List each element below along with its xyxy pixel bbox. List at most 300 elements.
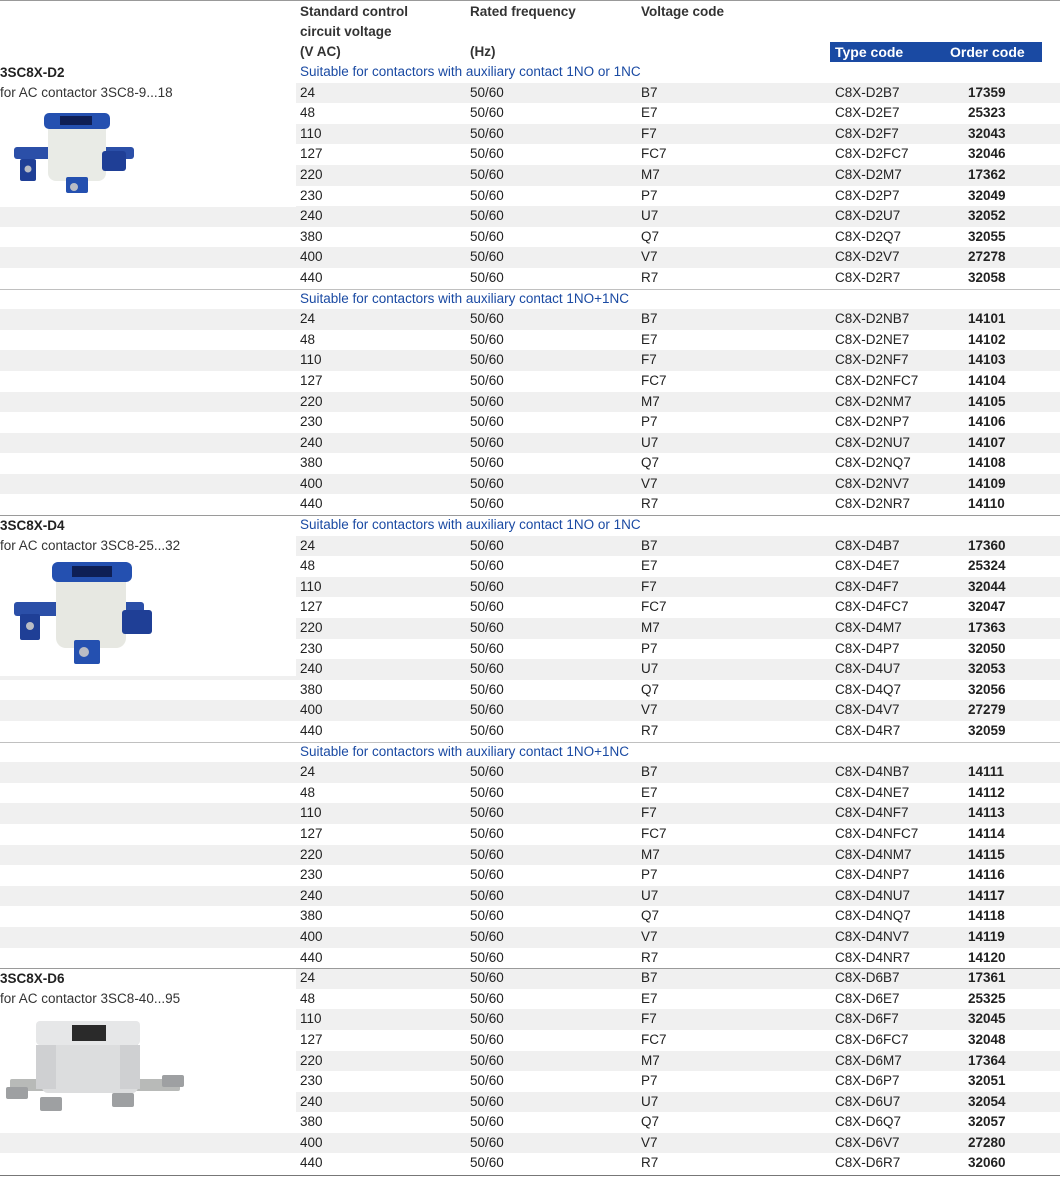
order-code-cell: 32051 (968, 1073, 1006, 1089)
frequency-cell: 50/60 (470, 414, 504, 430)
table-row (0, 700, 1060, 721)
voltage-code-cell: U7 (641, 661, 659, 677)
order-code-cell: 32054 (968, 1093, 1006, 1109)
table-row (0, 309, 1060, 330)
frequency-cell: 50/60 (470, 681, 504, 697)
order-code-cell: 14104 (968, 372, 1006, 388)
frequency-cell: 50/60 (470, 208, 504, 224)
type-code-cell: C8X-D4NU7 (835, 887, 911, 903)
voltage-cell: 24 (300, 764, 316, 780)
voltage-code-cell: U7 (641, 208, 659, 224)
group-title-row (0, 742, 1060, 763)
type-code-cell: C8X-D6E7 (835, 990, 900, 1006)
voltage-cell: 400 (300, 928, 323, 944)
top-rule (0, 0, 1060, 1)
product-description: for AC contactor 3SC8-40...95 (0, 991, 181, 1007)
frequency-cell: 50/60 (470, 558, 504, 574)
voltage-cell: 240 (300, 434, 323, 450)
frequency-cell: 50/60 (470, 805, 504, 821)
group-title-row (0, 289, 1060, 310)
voltage-cell: 24 (300, 311, 316, 327)
table-row (0, 412, 1060, 433)
table-row (0, 783, 1060, 804)
type-code-cell: C8X-D4F7 (835, 578, 899, 594)
order-code-cell: 32053 (968, 661, 1006, 677)
voltage-code-cell: F7 (641, 1011, 657, 1027)
voltage-cell: 220 (300, 846, 323, 862)
type-code-cell: C8X-D4P7 (835, 640, 900, 656)
table-row (0, 865, 1060, 886)
voltage-cell: 230 (300, 1073, 323, 1089)
voltage-cell: 380 (300, 908, 323, 924)
coil-image (6, 107, 146, 207)
type-code-cell: C8X-D2E7 (835, 105, 900, 121)
frequency-cell: 50/60 (470, 578, 504, 594)
type-code-cell: C8X-D6P7 (835, 1073, 900, 1089)
product-image (0, 1013, 296, 1133)
frequency-cell: 50/60 (470, 1011, 504, 1027)
table-row (0, 268, 1060, 289)
frequency-cell: 50/60 (470, 1155, 504, 1171)
voltage-code-cell: FC7 (641, 825, 667, 841)
table-row (0, 886, 1060, 907)
frequency-cell: 50/60 (470, 764, 504, 780)
type-code-cell: C8X-D4U7 (835, 661, 901, 677)
table-row (0, 721, 1060, 742)
header-order-code: Order code (950, 44, 1025, 60)
voltage-cell: 127 (300, 825, 323, 841)
voltage-cell: 110 (300, 578, 322, 594)
header-codes-bar (830, 42, 1042, 62)
type-code-cell: C8X-D2V7 (835, 249, 900, 265)
header-frequency-line-3: (Hz) (470, 44, 496, 59)
type-code-cell: C8X-D6M7 (835, 1052, 902, 1068)
voltage-code-cell: R7 (641, 1155, 659, 1171)
voltage-cell: 127 (300, 599, 323, 615)
voltage-code-cell: B7 (641, 311, 658, 327)
type-code-cell: C8X-D2NP7 (835, 414, 910, 430)
voltage-code-cell: P7 (641, 867, 658, 883)
frequency-cell: 50/60 (470, 887, 504, 903)
order-code-cell: 32047 (968, 599, 1006, 615)
table-row (0, 350, 1060, 371)
frequency-cell: 50/60 (470, 990, 504, 1006)
voltage-cell: 24 (300, 537, 316, 553)
voltage-cell: 400 (300, 475, 323, 491)
frequency-cell: 50/60 (470, 475, 504, 491)
frequency-cell: 50/60 (470, 331, 504, 347)
frequency-cell: 50/60 (470, 311, 504, 327)
voltage-cell: 400 (300, 702, 323, 718)
header-voltage-code (641, 2, 724, 22)
table-row (0, 494, 1060, 515)
frequency-cell: 50/60 (470, 1134, 504, 1150)
order-code-cell: 32052 (968, 208, 1006, 224)
frequency-cell: 50/60 (470, 105, 504, 121)
voltage-cell: 440 (300, 496, 323, 512)
voltage-code-cell: Q7 (641, 908, 660, 924)
voltage-code-cell: F7 (641, 352, 657, 368)
order-code-cell: 32045 (968, 1011, 1006, 1027)
voltage-cell: 440 (300, 723, 323, 738)
order-code-cell: 27279 (968, 702, 1006, 718)
frequency-cell: 50/60 (470, 640, 504, 656)
voltage-cell: 400 (300, 249, 323, 265)
voltage-cell: 380 (300, 681, 323, 697)
header-type-code: Type code (835, 44, 904, 60)
type-code-cell: C8X-D4V7 (835, 702, 900, 718)
frequency-cell: 50/60 (470, 970, 504, 986)
header-frequency-line-1: Rated frequency (470, 4, 576, 19)
voltage-code-cell: M7 (641, 393, 660, 409)
voltage-code-cell: FC7 (641, 146, 667, 162)
table-row (0, 227, 1060, 248)
voltage-cell: 240 (300, 887, 323, 903)
voltage-cell: 48 (300, 990, 316, 1006)
product-image (8, 556, 296, 676)
voltage-cell: 127 (300, 146, 323, 162)
voltage-cell: 48 (300, 558, 316, 574)
order-code-cell: 32056 (968, 681, 1006, 697)
type-code-cell: C8X-D2R7 (835, 269, 901, 285)
voltage-code-cell: U7 (641, 1093, 659, 1109)
group-title: Suitable for contactors with auxiliary contact 1NO or 1NC (300, 517, 641, 533)
type-code-cell: C8X-D6FC7 (835, 1031, 909, 1047)
header-voltage (300, 2, 408, 62)
voltage-cell: 230 (300, 640, 323, 656)
order-code-cell: 32044 (968, 578, 1006, 594)
type-code-cell: C8X-D4M7 (835, 620, 902, 636)
voltage-code-cell: M7 (641, 620, 660, 636)
voltage-code-cell: F7 (641, 805, 657, 821)
table-row (0, 845, 1060, 866)
voltage-cell: 400 (300, 1134, 323, 1150)
table-row (0, 927, 1060, 948)
table-row (0, 247, 1060, 268)
type-code-cell: C8X-D4NR7 (835, 949, 911, 965)
voltage-code-cell: M7 (641, 1052, 660, 1068)
header-frequency-line-2 (470, 22, 576, 42)
order-code-cell: 17361 (968, 970, 1006, 986)
voltage-code-cell: R7 (641, 496, 659, 512)
frequency-cell: 50/60 (470, 784, 504, 800)
type-code-cell: C8X-D2Q7 (835, 228, 902, 244)
voltage-cell: 240 (300, 661, 323, 677)
voltage-cell: 220 (300, 620, 323, 636)
type-code-cell: C8X-D4FC7 (835, 599, 909, 615)
order-code-cell: 27280 (968, 1134, 1006, 1150)
frequency-cell: 50/60 (470, 1073, 504, 1089)
table-row (0, 948, 1060, 969)
order-code-cell: 14118 (968, 908, 1005, 924)
voltage-code-cell: P7 (641, 414, 658, 430)
frequency-cell: 50/60 (470, 249, 504, 265)
order-code-cell: 14102 (968, 331, 1006, 347)
frequency-cell: 50/60 (470, 537, 504, 553)
type-code-cell: C8X-D6B7 (835, 970, 900, 986)
voltage-cell: 230 (300, 867, 323, 883)
type-code-cell: C8X-D4NF7 (835, 805, 909, 821)
product-block (0, 516, 296, 676)
table-row (0, 762, 1060, 783)
order-code-cell: 32049 (968, 187, 1006, 203)
product-description: for AC contactor 3SC8-25...32 (0, 538, 181, 554)
order-code-cell: 14117 (968, 887, 1005, 903)
voltage-code-cell: Q7 (641, 228, 660, 244)
voltage-cell: 110 (300, 125, 322, 141)
order-code-cell: 32050 (968, 640, 1006, 656)
voltage-code-cell: M7 (641, 846, 660, 862)
voltage-code-cell: U7 (641, 887, 659, 903)
voltage-cell: 220 (300, 1052, 323, 1068)
product-block (0, 969, 296, 1133)
voltage-code-cell: B7 (641, 970, 658, 986)
voltage-cell: 110 (300, 805, 322, 821)
voltage-cell: 380 (300, 455, 323, 471)
frequency-cell: 50/60 (470, 620, 504, 636)
product-name: 3SC8X-D2 (0, 65, 65, 80)
type-code-cell: C8X-D6V7 (835, 1134, 900, 1150)
order-code-cell: 14108 (968, 455, 1006, 471)
frequency-cell: 50/60 (470, 496, 504, 512)
voltage-cell: 127 (300, 372, 323, 388)
order-code-cell: 17363 (968, 620, 1006, 636)
voltage-cell: 440 (300, 949, 323, 965)
type-code-cell: C8X-D2P7 (835, 187, 900, 203)
frequency-cell: 50/60 (470, 84, 504, 100)
type-code-cell: C8X-D4E7 (835, 558, 900, 574)
table-row (0, 1133, 1060, 1154)
type-code-cell: C8X-D4NFC7 (835, 825, 919, 841)
voltage-code-cell: E7 (641, 784, 658, 800)
frequency-cell: 50/60 (470, 702, 504, 718)
voltage-cell: 127 (300, 1031, 323, 1047)
voltage-code-cell: FC7 (641, 1031, 667, 1047)
voltage-cell: 24 (300, 970, 316, 986)
type-code-cell: C8X-D2NU7 (835, 434, 911, 450)
frequency-cell: 50/60 (470, 146, 504, 162)
type-code-cell: C8X-D2NV7 (835, 475, 910, 491)
order-code-cell: 14101 (968, 311, 1006, 327)
voltage-code-cell: V7 (641, 249, 658, 265)
voltage-cell: 220 (300, 393, 323, 409)
header-voltage-code-line: Voltage code (641, 4, 725, 19)
order-code-cell: 32057 (968, 1114, 1006, 1130)
order-code-cell: 17359 (968, 84, 1006, 100)
table-row (0, 433, 1060, 454)
product-image (6, 107, 296, 207)
voltage-code-cell: F7 (641, 125, 657, 141)
type-code-cell: C8X-D4NM7 (835, 846, 912, 862)
table-row (0, 1153, 1060, 1174)
order-code-cell: 32058 (968, 269, 1006, 285)
voltage-cell: 240 (300, 1093, 323, 1109)
type-code-cell: C8X-D2FC7 (835, 146, 909, 162)
frequency-cell: 50/60 (470, 908, 504, 924)
frequency-cell: 50/60 (470, 166, 504, 182)
order-code-cell: 14105 (968, 393, 1006, 409)
type-code-cell: C8X-D6Q7 (835, 1114, 902, 1130)
frequency-cell: 50/60 (470, 187, 504, 203)
type-code-cell: C8X-D2NQ7 (835, 455, 911, 471)
type-code-cell: C8X-D6U7 (835, 1093, 901, 1109)
type-code-cell: C8X-D4NE7 (835, 784, 910, 800)
type-code-cell: C8X-D2NF7 (835, 352, 909, 368)
header-voltage-line-3: (V AC) (300, 44, 341, 59)
voltage-code-cell: FC7 (641, 599, 667, 615)
order-code-cell: 32059 (968, 723, 1006, 738)
voltage-cell: 380 (300, 1114, 323, 1130)
header-voltage-line-2: circuit voltage (300, 24, 392, 39)
table-row (0, 474, 1060, 495)
voltage-cell: 440 (300, 1155, 323, 1171)
voltage-cell: 24 (300, 84, 316, 100)
frequency-cell: 50/60 (470, 434, 504, 450)
order-code-cell: 14103 (968, 352, 1006, 368)
order-code-cell: 14106 (968, 414, 1006, 430)
voltage-code-cell: M7 (641, 166, 660, 182)
product-description: for AC contactor 3SC8-9...18 (0, 85, 173, 100)
voltage-code-cell: P7 (641, 187, 658, 203)
type-code-cell: C8X-D4Q7 (835, 681, 902, 697)
voltage-code-cell: U7 (641, 434, 659, 450)
table-row (0, 803, 1060, 824)
voltage-code-cell: R7 (641, 949, 659, 965)
voltage-code-cell: R7 (641, 269, 659, 285)
type-code-cell: C8X-D4R7 (835, 723, 901, 738)
voltage-code-cell: E7 (641, 558, 658, 574)
table-row (0, 371, 1060, 392)
type-code-cell: C8X-D4NQ7 (835, 908, 911, 924)
voltage-code-cell: E7 (641, 105, 658, 121)
type-code-cell: C8X-D2M7 (835, 166, 902, 182)
frequency-cell: 50/60 (470, 352, 504, 368)
frequency-cell: 50/60 (470, 825, 504, 841)
voltage-code-cell: V7 (641, 1134, 658, 1150)
order-code-cell: 32060 (968, 1155, 1006, 1171)
voltage-code-cell: B7 (641, 764, 658, 780)
frequency-cell: 50/60 (470, 455, 504, 471)
type-code-cell: C8X-D6R7 (835, 1155, 901, 1171)
group-title: Suitable for contactors with auxiliary contact 1NO+1NC (300, 743, 630, 759)
table-row (0, 206, 1060, 227)
frequency-cell: 50/60 (470, 269, 504, 285)
frequency-cell: 50/60 (470, 1052, 504, 1068)
coil-image (8, 556, 168, 676)
order-code-cell: 17364 (968, 1052, 1006, 1068)
frequency-cell: 50/60 (470, 1093, 504, 1109)
table-row (0, 906, 1060, 927)
header-voltage-line-1: Standard control (300, 4, 409, 19)
order-code-cell: 14109 (968, 475, 1006, 491)
table-row (0, 330, 1060, 351)
order-code-cell: 14119 (968, 928, 1005, 944)
type-code-cell: C8X-D2F7 (835, 125, 899, 141)
bottom-rule (0, 1175, 1060, 1176)
order-code-cell: 32043 (968, 125, 1006, 141)
frequency-cell: 50/60 (470, 393, 504, 409)
voltage-cell: 240 (300, 208, 323, 224)
order-code-cell: 14111 (968, 764, 1005, 780)
product-name: 3SC8X-D6 (0, 971, 65, 987)
type-code-cell: C8X-D4NV7 (835, 928, 910, 944)
order-code-cell: 14120 (968, 949, 1006, 965)
order-code-cell: 14114 (968, 825, 1005, 841)
product-block (0, 63, 296, 207)
type-code-cell: C8X-D6F7 (835, 1011, 899, 1027)
frequency-cell: 50/60 (470, 867, 504, 883)
table-row (0, 824, 1060, 845)
type-code-cell: C8X-D2NB7 (835, 311, 910, 327)
voltage-code-cell: FC7 (641, 372, 667, 388)
header-frequency (470, 2, 576, 62)
group-title: Suitable for contactors with auxiliary contact 1NO+1NC (300, 290, 630, 306)
order-code-cell: 32048 (968, 1031, 1006, 1047)
voltage-code-cell: R7 (641, 723, 659, 738)
voltage-cell: 48 (300, 784, 316, 800)
voltage-code-cell: Q7 (641, 455, 660, 471)
frequency-cell: 50/60 (470, 1114, 504, 1130)
table-row (0, 453, 1060, 474)
frequency-cell: 50/60 (470, 228, 504, 244)
type-code-cell: C8X-D4NP7 (835, 867, 910, 883)
frequency-cell: 50/60 (470, 372, 504, 388)
voltage-code-cell: V7 (641, 928, 658, 944)
voltage-code-cell: F7 (641, 578, 657, 594)
order-code-cell: 32046 (968, 146, 1006, 162)
voltage-code-cell: Q7 (641, 681, 660, 697)
order-code-cell: 14110 (968, 496, 1005, 512)
voltage-cell: 48 (300, 331, 316, 347)
group-title: Suitable for contactors with auxiliary contact 1NO or 1NC (300, 64, 641, 79)
order-code-cell: 17362 (968, 166, 1006, 182)
frequency-cell: 50/60 (470, 949, 504, 965)
order-code-cell: 27278 (968, 249, 1006, 265)
voltage-code-cell: V7 (641, 702, 658, 718)
type-code-cell: C8X-D4B7 (835, 537, 900, 553)
order-code-cell: 17360 (968, 537, 1006, 553)
voltage-cell: 230 (300, 187, 323, 203)
frequency-cell: 50/60 (470, 928, 504, 944)
order-code-cell: 14107 (968, 434, 1006, 450)
coil-image (0, 1013, 200, 1133)
voltage-code-cell: P7 (641, 640, 658, 656)
voltage-code-cell: P7 (641, 1073, 658, 1089)
voltage-cell: 48 (300, 105, 316, 121)
frequency-cell: 50/60 (470, 846, 504, 862)
type-code-cell: C8X-D2NR7 (835, 496, 911, 512)
order-code-cell: 14116 (968, 867, 1005, 883)
order-code-cell: 25324 (968, 558, 1006, 574)
voltage-code-cell: B7 (641, 84, 658, 100)
voltage-code-cell: V7 (641, 475, 658, 491)
voltage-cell: 220 (300, 166, 323, 182)
product-name: 3SC8X-D4 (0, 518, 65, 534)
frequency-cell: 50/60 (470, 125, 504, 141)
order-code-cell: 25323 (968, 105, 1006, 121)
frequency-cell: 50/60 (470, 723, 504, 738)
order-code-cell: 32055 (968, 228, 1006, 244)
voltage-cell: 380 (300, 228, 323, 244)
type-code-cell: C8X-D2B7 (835, 84, 900, 100)
frequency-cell: 50/60 (470, 599, 504, 615)
table-row (0, 680, 1060, 701)
order-code-cell: 14115 (968, 846, 1005, 862)
voltage-cell: 110 (300, 352, 322, 368)
order-code-cell: 14113 (968, 805, 1005, 821)
type-code-cell: C8X-D2NE7 (835, 331, 910, 347)
voltage-code-cell: B7 (641, 537, 658, 553)
